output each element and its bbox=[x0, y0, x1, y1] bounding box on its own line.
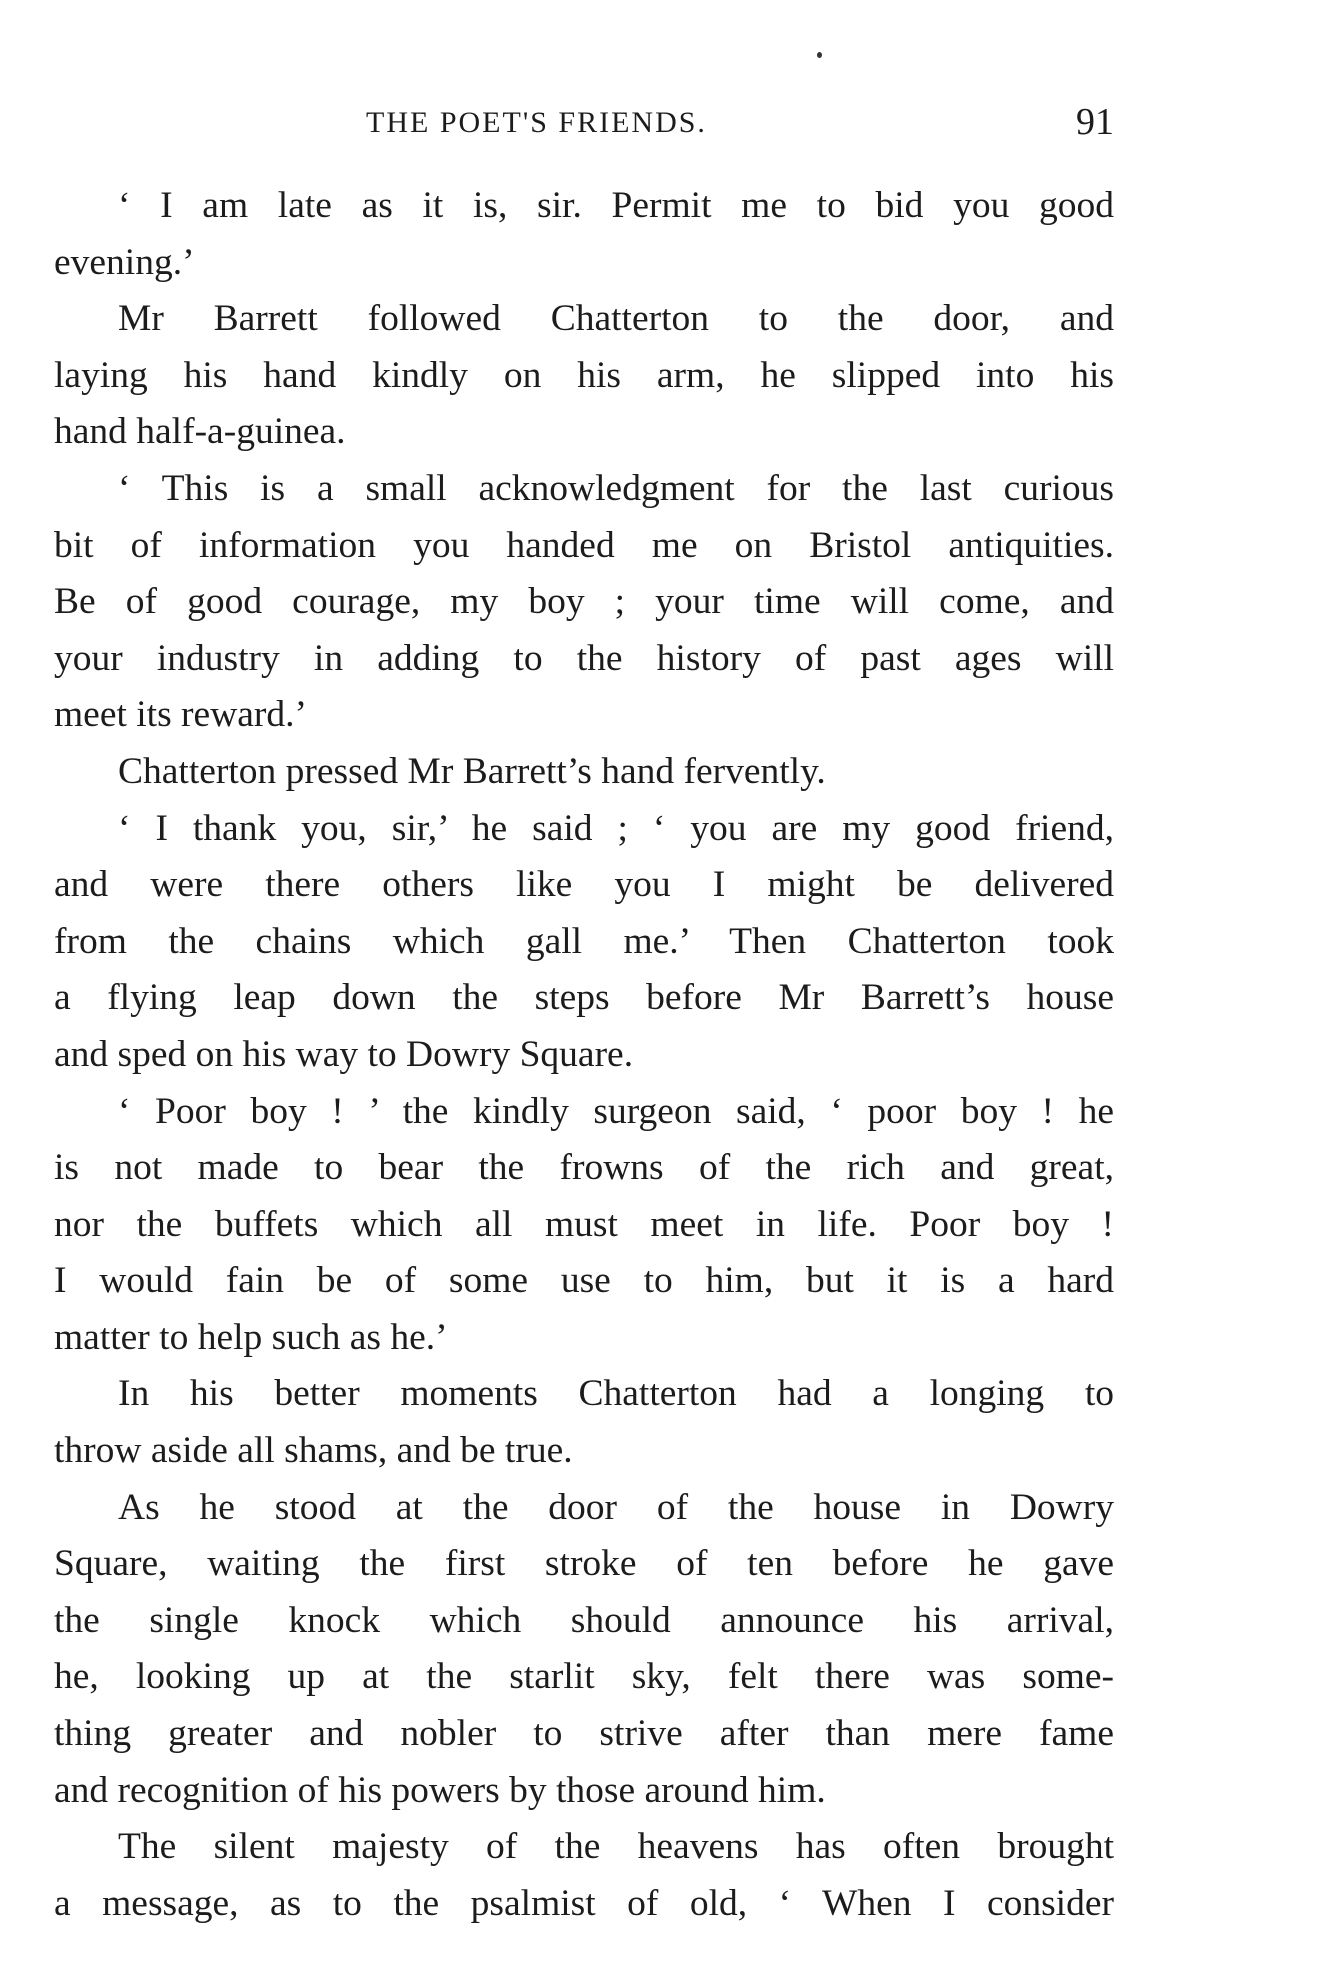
page-number: 91 bbox=[1076, 101, 1114, 143]
text-line: Mr Barrett followed Chatterton to the door, and bbox=[118, 298, 1114, 340]
text-line: throw aside all shams, and be true. bbox=[54, 1430, 573, 1472]
text-line: I would fain be of some use to him, but it is a hard bbox=[54, 1260, 1114, 1302]
text-line: The silent majesty of the heavens has often brought bbox=[118, 1826, 1114, 1868]
text-line: is not made to bear the frowns of the rich and great, bbox=[54, 1147, 1114, 1189]
text-line: and recognition of his powers by those around him. bbox=[54, 1769, 826, 1811]
text-line: Chatterton pressed Mr Barrett’s hand fervently. bbox=[118, 750, 826, 792]
text-line: evening.’ bbox=[54, 241, 195, 283]
text-line: a message, as to the psalmist of old, ‘ When I consider bbox=[54, 1882, 1114, 1924]
text-line: matter to help such as he.’ bbox=[54, 1316, 448, 1358]
text-line: Be of good courage, my boy ; your time will come, and bbox=[54, 581, 1114, 623]
paragraph bbox=[54, 1819, 1114, 1932]
running-head: THE POET'S FRIENDS. bbox=[366, 106, 707, 139]
text-line: bit of information you handed me on Bristol antiquities. bbox=[54, 524, 1114, 566]
body-text bbox=[54, 178, 1114, 1932]
text-line: the single knock which should announce his arrival, bbox=[54, 1599, 1114, 1641]
paragraph bbox=[54, 801, 1114, 1084]
text-line: meet its reward.’ bbox=[54, 694, 308, 736]
text-line: a flying leap down the steps before Mr Barrett’s house bbox=[54, 977, 1114, 1019]
paragraph bbox=[54, 178, 1114, 291]
paragraph bbox=[54, 1084, 1114, 1367]
paragraph bbox=[54, 744, 1114, 801]
text-line: ‘ Poor boy ! ’ the kindly surgeon said, ‘ poor boy ! he bbox=[118, 1090, 1114, 1132]
text-line: ‘ This is a small acknowledgment for the last curious bbox=[118, 467, 1114, 509]
text-line: and sped on his way to Dowry Square. bbox=[54, 1033, 634, 1075]
text-line: In his better moments Chatterton had a longing to bbox=[118, 1373, 1114, 1415]
text-line: Square, waiting the first stroke of ten before he gave bbox=[54, 1543, 1114, 1585]
text-line: As he stood at the door of the house in Dowry bbox=[118, 1486, 1114, 1528]
text-line: hand half-a-guinea. bbox=[54, 411, 346, 453]
text-line: ‘ I thank you, sir,’ he said ; ‘ you are my good friend, bbox=[118, 807, 1114, 849]
paragraph bbox=[54, 1366, 1114, 1479]
text-line: and were there others like you I might be delivered bbox=[54, 864, 1114, 906]
text-line: laying his hand kindly on his arm, he slipped into his bbox=[54, 354, 1114, 396]
text-line: ‘ I am late as it is, sir. Permit me to bid you good bbox=[118, 185, 1114, 226]
print-speck bbox=[817, 52, 822, 58]
paragraph bbox=[54, 461, 1114, 744]
text-line: thing greater and nobler to strive after than mere fame bbox=[54, 1713, 1114, 1755]
text-line: your industry in adding to the history of past ages will bbox=[54, 637, 1114, 679]
text-line: nor the buffets which all must meet in life. Poor boy ! bbox=[54, 1203, 1114, 1245]
text-line: he, looking up at the starlit sky, felt there was some- bbox=[54, 1656, 1114, 1698]
text-line: from the chains which gall me.’ Then Chatterton took bbox=[54, 920, 1114, 962]
page-header bbox=[54, 100, 1114, 150]
paragraph bbox=[54, 1480, 1114, 1820]
paragraph bbox=[54, 291, 1114, 461]
